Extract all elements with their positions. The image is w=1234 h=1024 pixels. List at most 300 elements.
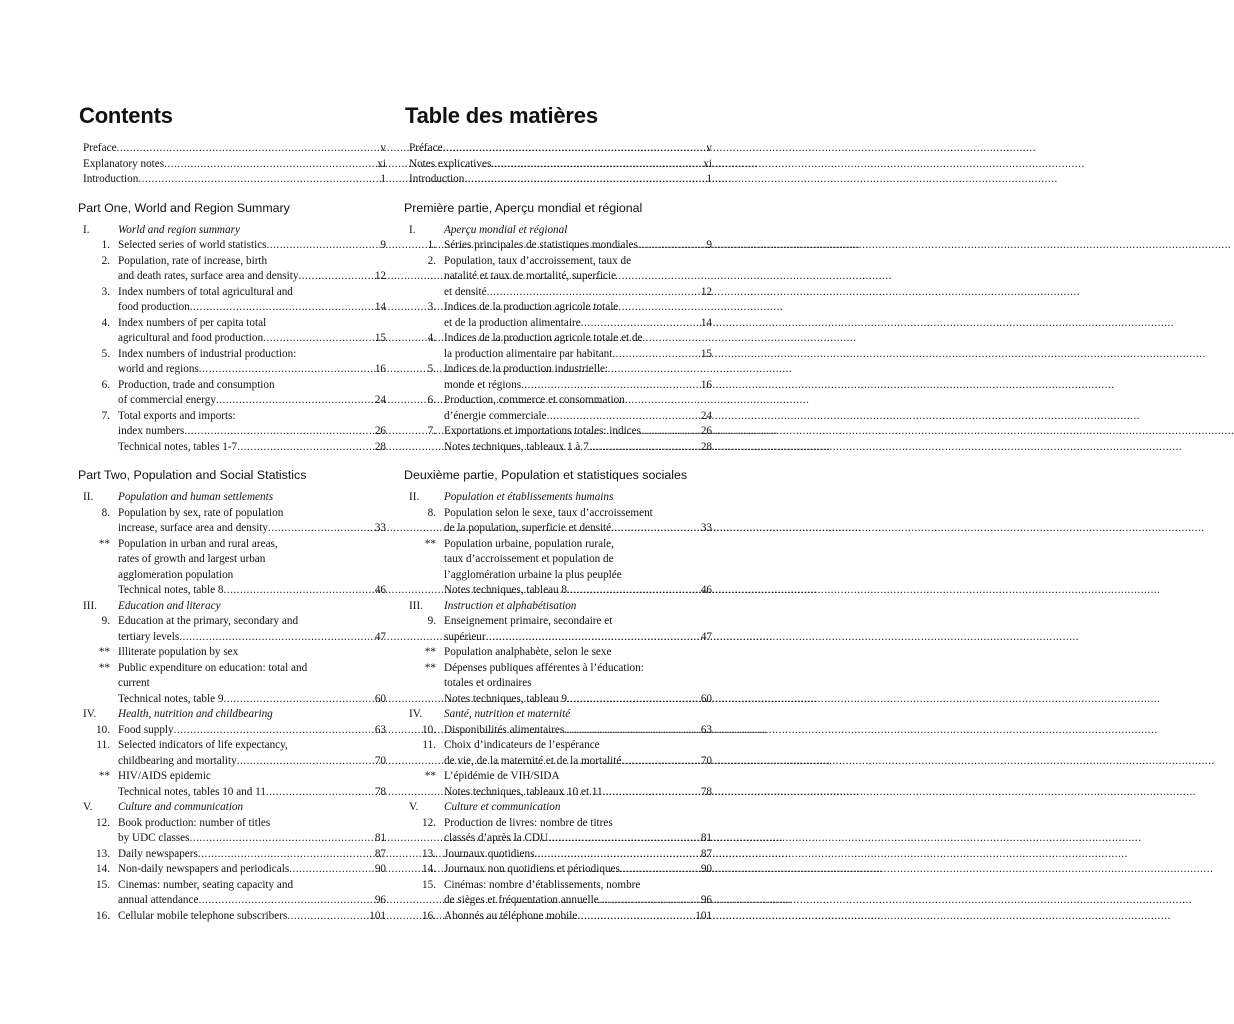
toc-page-number: 70 bbox=[700, 754, 712, 767]
toc-entry-title: Introduction bbox=[409, 173, 465, 185]
toc-entry-title: classés d’après la CDU bbox=[444, 832, 549, 844]
toc-entry-number: 2. bbox=[101, 254, 110, 267]
toc-section-number: III. bbox=[83, 599, 97, 612]
toc-entry-title: Indices de la production agricole totale bbox=[444, 301, 619, 313]
toc-entry-title: Indices de la production industrielle: bbox=[444, 363, 609, 375]
toc-section-number: II. bbox=[83, 491, 94, 503]
toc-entry-continuation bbox=[404, 440, 712, 456]
toc-entry-number: 1. bbox=[101, 239, 110, 251]
toc-entry-number: 15. bbox=[96, 878, 110, 891]
toc-entry-title: de la population, superficie et densité bbox=[444, 522, 612, 534]
toc-page-number: 16 bbox=[700, 378, 712, 391]
leader-dots bbox=[589, 440, 701, 456]
toc-entry-title: Education and literacy bbox=[118, 599, 221, 612]
toc-section-heading bbox=[404, 599, 712, 615]
toc-page-number: 60 bbox=[700, 692, 712, 705]
leader-dots bbox=[174, 723, 375, 739]
leader-dots bbox=[263, 331, 375, 347]
toc-entry-continuation bbox=[78, 362, 386, 378]
leader-dots bbox=[164, 157, 377, 173]
part-one-list bbox=[404, 223, 712, 456]
toc-section-heading bbox=[78, 490, 386, 506]
toc-page-number: 26 bbox=[374, 425, 386, 437]
toc-page-number: 96 bbox=[700, 894, 712, 906]
toc-entry-title: Exportations et importations totales: indices bbox=[444, 425, 641, 437]
toc-page-number: 28 bbox=[700, 440, 712, 453]
leader-dots bbox=[287, 909, 369, 925]
toc-page-number: 33 bbox=[700, 522, 712, 534]
toc-entry-continuation bbox=[404, 583, 712, 599]
toc-section-heading bbox=[78, 599, 386, 615]
toc-entry-title: Enseignement primaire, secondaire et bbox=[444, 615, 613, 627]
leader-dots bbox=[198, 893, 374, 909]
toc-entry-continuation bbox=[78, 831, 386, 847]
toc-entry bbox=[404, 424, 712, 440]
toc-page-number: 28 bbox=[374, 440, 386, 453]
toc-entry-title: Population in urban and rural areas, bbox=[118, 537, 278, 550]
contents-title: Table des matières bbox=[405, 103, 598, 128]
leader-dots bbox=[620, 862, 701, 878]
toc-entry-title: Population by sex, rate of population bbox=[118, 506, 284, 519]
toc-entry-number: 7. bbox=[427, 425, 436, 437]
toc-page-number: 63 bbox=[700, 723, 712, 736]
toc-entry-title: Production, commerce et consommation bbox=[444, 394, 625, 406]
leader-dots bbox=[599, 893, 701, 909]
toc-entry-title: de vie, de la maternité et de la mortalité bbox=[444, 754, 622, 767]
toc-entry-number: 12. bbox=[96, 816, 110, 829]
toc-entry-number: ** bbox=[98, 646, 110, 658]
toc-page-number: 101 bbox=[695, 909, 712, 922]
toc-entry-title: Notes techniques, tableau 9 bbox=[444, 692, 568, 705]
toc-entry bbox=[404, 847, 712, 863]
leader-dots bbox=[567, 692, 701, 708]
toc-entry-title: Index numbers of per capita total bbox=[118, 316, 267, 329]
toc-entry-continuation bbox=[78, 583, 386, 599]
toc-page-number: 46 bbox=[700, 584, 712, 596]
toc-entry-title: Notes techniques, tableaux 1 à 7 bbox=[444, 440, 589, 453]
toc-entry-number: 11. bbox=[96, 739, 110, 751]
toc-entry-title: Culture and communication bbox=[118, 801, 244, 813]
toc-entry-continuation bbox=[78, 630, 386, 646]
toc-page-number: 14 bbox=[374, 301, 386, 313]
toc-entry bbox=[78, 878, 386, 894]
toc-entry-continuation bbox=[404, 893, 712, 909]
toc-entry-continuation bbox=[78, 785, 386, 801]
toc-entry-continuation bbox=[78, 424, 386, 440]
toc-entry-title: increase, surface area and density bbox=[118, 522, 269, 534]
toc-entry-title: agricultural and food production bbox=[118, 332, 264, 344]
toc-entry-number: 16. bbox=[422, 909, 436, 922]
toc-entry bbox=[78, 254, 386, 270]
toc-entry bbox=[404, 362, 712, 378]
toc-entry-title: Cinémas: nombre d’établissements, nombre bbox=[444, 878, 641, 891]
toc-entry-number: 12. bbox=[422, 816, 436, 829]
toc-entry-number: 4. bbox=[101, 316, 110, 329]
leader-dots bbox=[577, 909, 695, 925]
toc-page-number: 90 bbox=[374, 863, 386, 875]
toc-page-number: 81 bbox=[700, 832, 712, 844]
toc-section-number: I. bbox=[83, 223, 90, 236]
toc-entry-title: taux d’accroissement et population de bbox=[444, 553, 614, 565]
toc-entry-continuation bbox=[404, 754, 712, 770]
toc-entry-title: Santé, nutrition et maternité bbox=[444, 708, 571, 720]
toc-entry-title: Education at the primary, secondary and bbox=[118, 615, 299, 627]
toc-entry-title: annual attendance bbox=[118, 894, 199, 906]
toc-page-number: 87 bbox=[374, 847, 386, 860]
toc-entry-continuation bbox=[404, 785, 712, 801]
toc-entry-continuation bbox=[78, 521, 386, 537]
leader-dots bbox=[237, 440, 375, 456]
toc-section-heading bbox=[404, 490, 712, 506]
toc-entry-number: 7. bbox=[101, 409, 110, 422]
leader-dots bbox=[179, 630, 375, 646]
toc-entry-number: 6. bbox=[101, 378, 110, 391]
leader-dots bbox=[621, 754, 700, 770]
toc-entry-continuation bbox=[78, 331, 386, 347]
toc-page-number: 15 bbox=[700, 347, 712, 360]
leader-dots bbox=[641, 424, 701, 440]
leader-dots bbox=[487, 285, 701, 301]
toc-entry bbox=[78, 645, 386, 661]
toc-entry bbox=[404, 537, 712, 553]
toc-entry-title: monde et régions bbox=[444, 378, 522, 391]
toc-entry-title: current bbox=[118, 677, 150, 689]
leader-dots bbox=[581, 316, 701, 332]
toc-entry-title: d’énergie commerciale bbox=[444, 409, 547, 422]
toc-entry-title: Culture et communication bbox=[444, 801, 561, 813]
toc-entry-title: and death rates, surface area and density bbox=[118, 270, 299, 282]
toc-section-number: V. bbox=[83, 801, 93, 813]
toc-entry-title: Population, rate of increase, birth bbox=[118, 254, 268, 267]
leader-dots bbox=[267, 238, 381, 254]
toc-section-number: II. bbox=[409, 491, 420, 503]
toc-entry-title: Technical notes, table 8 bbox=[118, 584, 224, 596]
toc-entry-title: Indices de la production agricole totale et de bbox=[444, 332, 643, 344]
part-two-list bbox=[78, 490, 386, 924]
toc-entry-number: 4. bbox=[427, 332, 436, 344]
leader-dots bbox=[564, 723, 701, 739]
toc-entry-title: Aperçu mondial et régional bbox=[444, 223, 568, 236]
toc-page-number: 24 bbox=[700, 409, 712, 422]
toc-entry-number: 13. bbox=[96, 847, 110, 860]
toc-page-number: 26 bbox=[700, 425, 712, 437]
front-matter-list bbox=[78, 141, 386, 188]
toc-entry-continuation bbox=[404, 568, 712, 584]
leader-dots bbox=[603, 785, 701, 801]
toc-entry-title: index numbers bbox=[118, 425, 185, 437]
toc-page-number: 78 bbox=[700, 785, 712, 798]
toc-entry-number: ** bbox=[424, 646, 436, 658]
toc-entry-number: 16. bbox=[96, 909, 110, 922]
toc-entry-number: 9. bbox=[427, 615, 436, 627]
toc-entry-title: Index numbers of total agricultural and bbox=[118, 285, 293, 298]
toc-entry-continuation bbox=[404, 552, 712, 568]
toc-entry-title: childbearing and mortality bbox=[118, 754, 237, 767]
toc-section-number: IV. bbox=[409, 708, 423, 720]
toc-page-number: 12 bbox=[374, 270, 386, 282]
toc-entry-title: Instruction et alphabétisation bbox=[444, 599, 577, 612]
toc-page-number: 47 bbox=[700, 630, 712, 643]
toc-entry-number: ** bbox=[98, 770, 110, 782]
toc-entry-title: l’agglomération urbaine la plus peuplée bbox=[444, 568, 622, 581]
toc-entry-title: Dépenses publiques afférentes à l’éducation: bbox=[444, 661, 644, 674]
toc-front-entry bbox=[78, 141, 386, 157]
toc-page-number: 16 bbox=[374, 363, 386, 375]
toc-entry-title: Technical notes, table 9 bbox=[118, 692, 224, 705]
toc-entry bbox=[78, 347, 386, 363]
toc-entry-title: Total exports and imports: bbox=[118, 409, 236, 422]
toc-page-number: 47 bbox=[374, 630, 386, 643]
leader-dots bbox=[547, 409, 701, 425]
toc-entry-continuation bbox=[78, 676, 386, 692]
leader-dots bbox=[443, 141, 707, 157]
toc-entry-number: 15. bbox=[422, 878, 436, 891]
toc-entry-title: natalité et taux de mortalité, superficie bbox=[444, 270, 617, 282]
toc-entry-number: 13. bbox=[422, 847, 436, 860]
leader-dots bbox=[216, 393, 375, 409]
toc-entry-title: Journaux quotidiens bbox=[444, 847, 535, 860]
toc-page-number: 24 bbox=[374, 394, 386, 406]
leader-dots bbox=[268, 521, 375, 537]
toc-entry-title: Population et établissements humains bbox=[444, 491, 614, 503]
toc-entry-continuation bbox=[404, 269, 712, 285]
toc-entry-title: Journaux non quotidiens et périodiques bbox=[444, 863, 620, 875]
toc-entry bbox=[78, 847, 386, 863]
toc-front-entry bbox=[404, 172, 712, 188]
toc-entry bbox=[404, 816, 712, 832]
toc-entry bbox=[78, 238, 386, 254]
toc-entry-continuation bbox=[78, 269, 386, 285]
toc-page-number: 63 bbox=[374, 723, 386, 736]
toc-entry-title: tertiary levels bbox=[118, 630, 180, 643]
toc-entry bbox=[78, 537, 386, 553]
toc-entry-number: 3. bbox=[427, 301, 436, 313]
toc-entry bbox=[404, 723, 712, 739]
toc-entry-title: Cellular mobile telephone subscribers bbox=[118, 909, 288, 922]
toc-entry-title: totales et ordinaires bbox=[444, 677, 532, 689]
leader-dots bbox=[289, 862, 375, 878]
toc-page-number: v bbox=[380, 142, 386, 154]
toc-entry-title: Production, trade and consumption bbox=[118, 378, 275, 391]
toc-entry bbox=[404, 909, 712, 925]
toc-page-number: 87 bbox=[700, 847, 712, 860]
toc-entry bbox=[404, 506, 712, 522]
toc-section-heading bbox=[78, 223, 386, 239]
front-matter-list bbox=[404, 141, 712, 188]
leader-dots bbox=[266, 785, 375, 801]
toc-entry-title: Cinemas: number, seating capacity and bbox=[118, 878, 294, 891]
toc-entry-title: Book production: number of titles bbox=[118, 816, 271, 829]
toc-page-number: 78 bbox=[374, 785, 386, 798]
toc-entry-continuation bbox=[78, 300, 386, 316]
toc-section-heading bbox=[404, 800, 712, 816]
toc-entry-title: Disponibilités alimentaires bbox=[444, 723, 565, 736]
toc-entry-title: Préface bbox=[409, 142, 443, 154]
leader-dots bbox=[567, 583, 701, 599]
toc-entry bbox=[78, 769, 386, 785]
part-heading: Première partie, Aperçu mondial et régional bbox=[404, 200, 643, 215]
toc-entry-title: Population urbaine, population rurale, bbox=[444, 537, 614, 550]
contents-title: Contents bbox=[79, 103, 173, 128]
toc-entry bbox=[404, 738, 712, 754]
toc-section-heading bbox=[404, 223, 712, 239]
toc-entry-title: agglomeration population bbox=[118, 568, 234, 581]
toc-entry-title: Public expenditure on education: total and bbox=[118, 661, 308, 674]
toc-entry-continuation bbox=[78, 692, 386, 708]
toc-entry-number: ** bbox=[98, 537, 110, 550]
toc-entry-title: Daily newspapers bbox=[118, 847, 198, 860]
leader-dots bbox=[611, 521, 701, 537]
leader-dots bbox=[491, 157, 703, 173]
leader-dots bbox=[199, 362, 375, 378]
leader-dots bbox=[486, 630, 701, 646]
toc-entry-number: 8. bbox=[101, 506, 110, 519]
toc-entry-title: Notes explicatives bbox=[409, 157, 492, 170]
toc-entry-number: ** bbox=[424, 661, 436, 674]
toc-page-number: xi bbox=[703, 157, 712, 170]
leader-dots bbox=[464, 172, 706, 188]
toc-entry bbox=[404, 614, 712, 630]
toc-section-heading bbox=[78, 707, 386, 723]
toc-entry bbox=[404, 331, 712, 347]
toc-entry-number: 9. bbox=[101, 615, 110, 627]
toc-entry-number: 3. bbox=[101, 285, 110, 298]
toc-entry-continuation bbox=[404, 316, 712, 332]
toc-entry-title: Population and human settlements bbox=[118, 491, 274, 503]
part-two-list bbox=[404, 490, 712, 924]
leader-dots bbox=[298, 269, 374, 285]
leader-dots bbox=[117, 141, 381, 157]
toc-entry-title: Population analphabète, selon le sexe bbox=[444, 646, 612, 658]
toc-entry-number: 10. bbox=[96, 723, 110, 736]
toc-entry-title: la production alimentaire par habitant bbox=[444, 347, 613, 360]
toc-entry-number: ** bbox=[424, 770, 436, 782]
leader-dots bbox=[198, 847, 375, 863]
toc-page-number: v bbox=[706, 142, 712, 154]
toc-entry bbox=[78, 862, 386, 878]
toc-entry-number: 5. bbox=[427, 363, 436, 375]
toc-section-number: V. bbox=[409, 801, 419, 813]
contents-column-english bbox=[78, 102, 386, 924]
toc-entry-title: World and region summary bbox=[118, 223, 240, 236]
toc-page-number: 96 bbox=[374, 894, 386, 906]
toc-entry bbox=[404, 769, 712, 785]
toc-entry bbox=[404, 878, 712, 894]
toc-entry-number: 11. bbox=[422, 739, 436, 751]
toc-entry-number: 5. bbox=[101, 347, 110, 360]
toc-page-number: 1 bbox=[380, 173, 386, 185]
leader-dots bbox=[612, 347, 700, 363]
toc-entry bbox=[404, 393, 712, 409]
leader-dots bbox=[534, 847, 700, 863]
toc-entry bbox=[404, 238, 712, 254]
toc-entry-title: Notes techniques, tableau 8 bbox=[444, 584, 568, 596]
toc-entry-continuation bbox=[404, 676, 712, 692]
toc-entry bbox=[78, 738, 386, 754]
toc-entry-title: rates of growth and largest urban bbox=[118, 553, 266, 565]
toc-entry-title: Technical notes, tables 1-7 bbox=[118, 440, 238, 453]
toc-entry bbox=[78, 909, 386, 925]
toc-entry-continuation bbox=[404, 692, 712, 708]
toc-entry-title: Abonnés au téléphone mobile bbox=[444, 909, 578, 922]
toc-entry-title: food production bbox=[118, 301, 190, 313]
toc-entry-title: Séries principales de statistiques mondiales bbox=[444, 239, 638, 251]
toc-entry-title: world and regions bbox=[118, 363, 199, 375]
toc-entry-title: L’épidémie de VIH/SIDA bbox=[444, 770, 560, 782]
toc-page-number: xi bbox=[377, 157, 386, 170]
toc-entry-title: Non-daily newspapers and periodicals bbox=[118, 863, 290, 875]
toc-entry-title: HIV/AIDS epidemic bbox=[118, 770, 211, 782]
toc-entry-number: 8. bbox=[427, 506, 436, 519]
toc-section-heading bbox=[404, 707, 712, 723]
toc-page-number: 101 bbox=[369, 909, 386, 922]
toc-page-number: 90 bbox=[700, 863, 712, 875]
toc-entry-title: Health, nutrition and childbearing bbox=[118, 708, 273, 720]
toc-entry-continuation bbox=[404, 409, 712, 425]
leader-dots bbox=[521, 378, 701, 394]
leader-dots bbox=[223, 583, 374, 599]
toc-entry-title: Population, taux d’accroissement, taux de bbox=[444, 254, 632, 267]
toc-page-number: 9 bbox=[380, 239, 386, 251]
toc-entry-title: et de la production alimentaire bbox=[444, 316, 581, 329]
toc-entry-number: 2. bbox=[427, 254, 436, 267]
toc-entry-title: Selected indicators of life expectancy, bbox=[118, 739, 288, 751]
toc-front-entry bbox=[78, 172, 386, 188]
toc-entry-continuation bbox=[404, 630, 712, 646]
toc-section-number: IV. bbox=[83, 708, 97, 720]
toc-page-number: 60 bbox=[374, 692, 386, 705]
toc-entry bbox=[78, 506, 386, 522]
toc-entry-continuation bbox=[78, 552, 386, 568]
toc-entry-continuation bbox=[78, 393, 386, 409]
toc-entry-continuation bbox=[404, 831, 712, 847]
toc-entry-title: Index numbers of industrial production: bbox=[118, 347, 297, 360]
toc-entry-title: Choix d’indicateurs de l’espérance bbox=[444, 739, 600, 751]
toc-front-entry bbox=[78, 157, 386, 173]
toc-entry-continuation bbox=[78, 754, 386, 770]
toc-entry bbox=[404, 254, 712, 270]
toc-entry-continuation bbox=[78, 568, 386, 584]
toc-section-number: III. bbox=[409, 599, 423, 612]
toc-page-number: 46 bbox=[374, 584, 386, 596]
toc-section-number: I. bbox=[409, 223, 416, 236]
toc-entry-title: supérieur bbox=[444, 630, 486, 643]
toc-entry-continuation bbox=[404, 285, 712, 301]
toc-entry-continuation bbox=[78, 893, 386, 909]
toc-page-number: 9 bbox=[706, 239, 712, 251]
toc-entry bbox=[78, 316, 386, 332]
toc-entry-number: 6. bbox=[427, 394, 436, 406]
leader-dots bbox=[138, 172, 380, 188]
toc-entry bbox=[78, 285, 386, 301]
part-heading: Deuxième partie, Population et statistiques sociales bbox=[404, 468, 688, 482]
toc-front-entry bbox=[404, 141, 712, 157]
part-heading: Part One, World and Region Summary bbox=[78, 200, 290, 215]
toc-page-number: 33 bbox=[374, 522, 386, 534]
toc-page-number: 81 bbox=[374, 832, 386, 844]
toc-entry-title: of commercial energy bbox=[118, 394, 216, 406]
toc-entry bbox=[404, 300, 712, 316]
toc-entry bbox=[78, 378, 386, 394]
toc-entry-number: ** bbox=[98, 661, 110, 674]
toc-entry-number: 1. bbox=[427, 239, 436, 251]
toc-front-entry bbox=[404, 157, 712, 173]
toc-entry bbox=[404, 645, 712, 661]
toc-page-number: 14 bbox=[700, 316, 712, 329]
toc-entry bbox=[78, 723, 386, 739]
leader-dots bbox=[190, 300, 375, 316]
leader-dots bbox=[223, 692, 374, 708]
